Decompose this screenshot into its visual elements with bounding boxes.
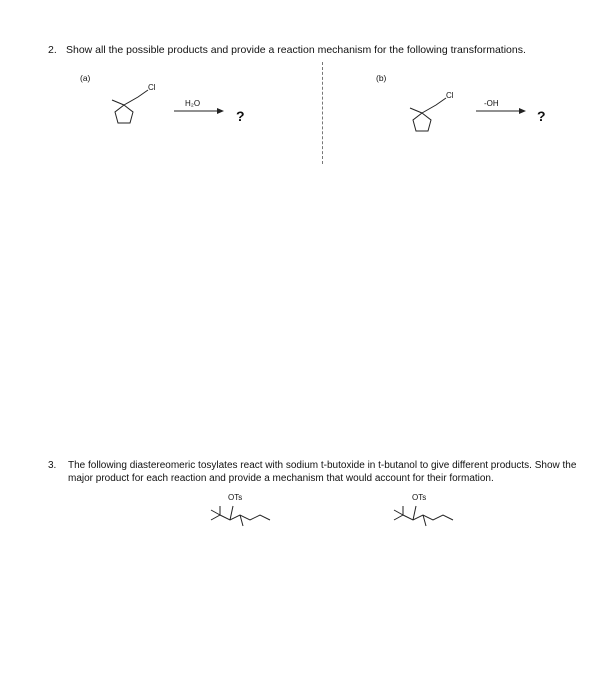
question-2-text: Show all the possible products and provide a reaction mechanism for the following transformations.	[66, 44, 526, 56]
tbutyl-methyl-bond	[394, 510, 403, 515]
question-2-number: 2.	[48, 44, 57, 56]
tosylate-1-group: OTs	[228, 493, 243, 502]
section-divider	[322, 62, 323, 164]
part-b-label: (b)	[376, 73, 387, 83]
tbutyl-methyl-bond	[394, 515, 403, 520]
part-b-reaction-arrow	[474, 106, 528, 116]
tosylate-2-structure	[388, 500, 468, 530]
methyl-bond	[112, 100, 124, 105]
tosylate-1-structure	[205, 500, 285, 530]
cyclopentane-ring	[413, 113, 431, 131]
cyclopentane-ring	[115, 105, 133, 123]
carbon-chain	[403, 515, 453, 520]
methyl-bond	[410, 108, 422, 113]
part-a-chlorine: Cl	[148, 83, 156, 92]
question-3-number: 3.	[48, 460, 57, 471]
ots-bond	[413, 506, 416, 520]
part-b-reagent: -OH	[484, 99, 499, 108]
carbon-chain	[220, 515, 270, 520]
ots-bond	[230, 506, 233, 520]
tbutyl-methyl-bond	[211, 515, 220, 520]
tosylate-2-group: OTs	[412, 493, 427, 502]
part-b-chlorine: Cl	[446, 91, 454, 100]
chloroethyl-chain	[422, 98, 446, 113]
tbutyl-methyl-bond	[211, 510, 220, 515]
part-a-label: (a)	[80, 73, 91, 83]
part-b-product: ?	[537, 108, 546, 124]
part-a-product: ?	[236, 108, 245, 124]
chloroethyl-chain	[124, 90, 148, 105]
part-a-reaction-arrow	[172, 106, 226, 116]
question-3-text: The following diastereomeric tosylates react with sodium t-butoxide in t-butanol to give different products. Show the major product for each reaction and provide a mechanism that would account for their formation.	[68, 460, 577, 484]
part-a-reagent: H₂O	[185, 99, 201, 108]
